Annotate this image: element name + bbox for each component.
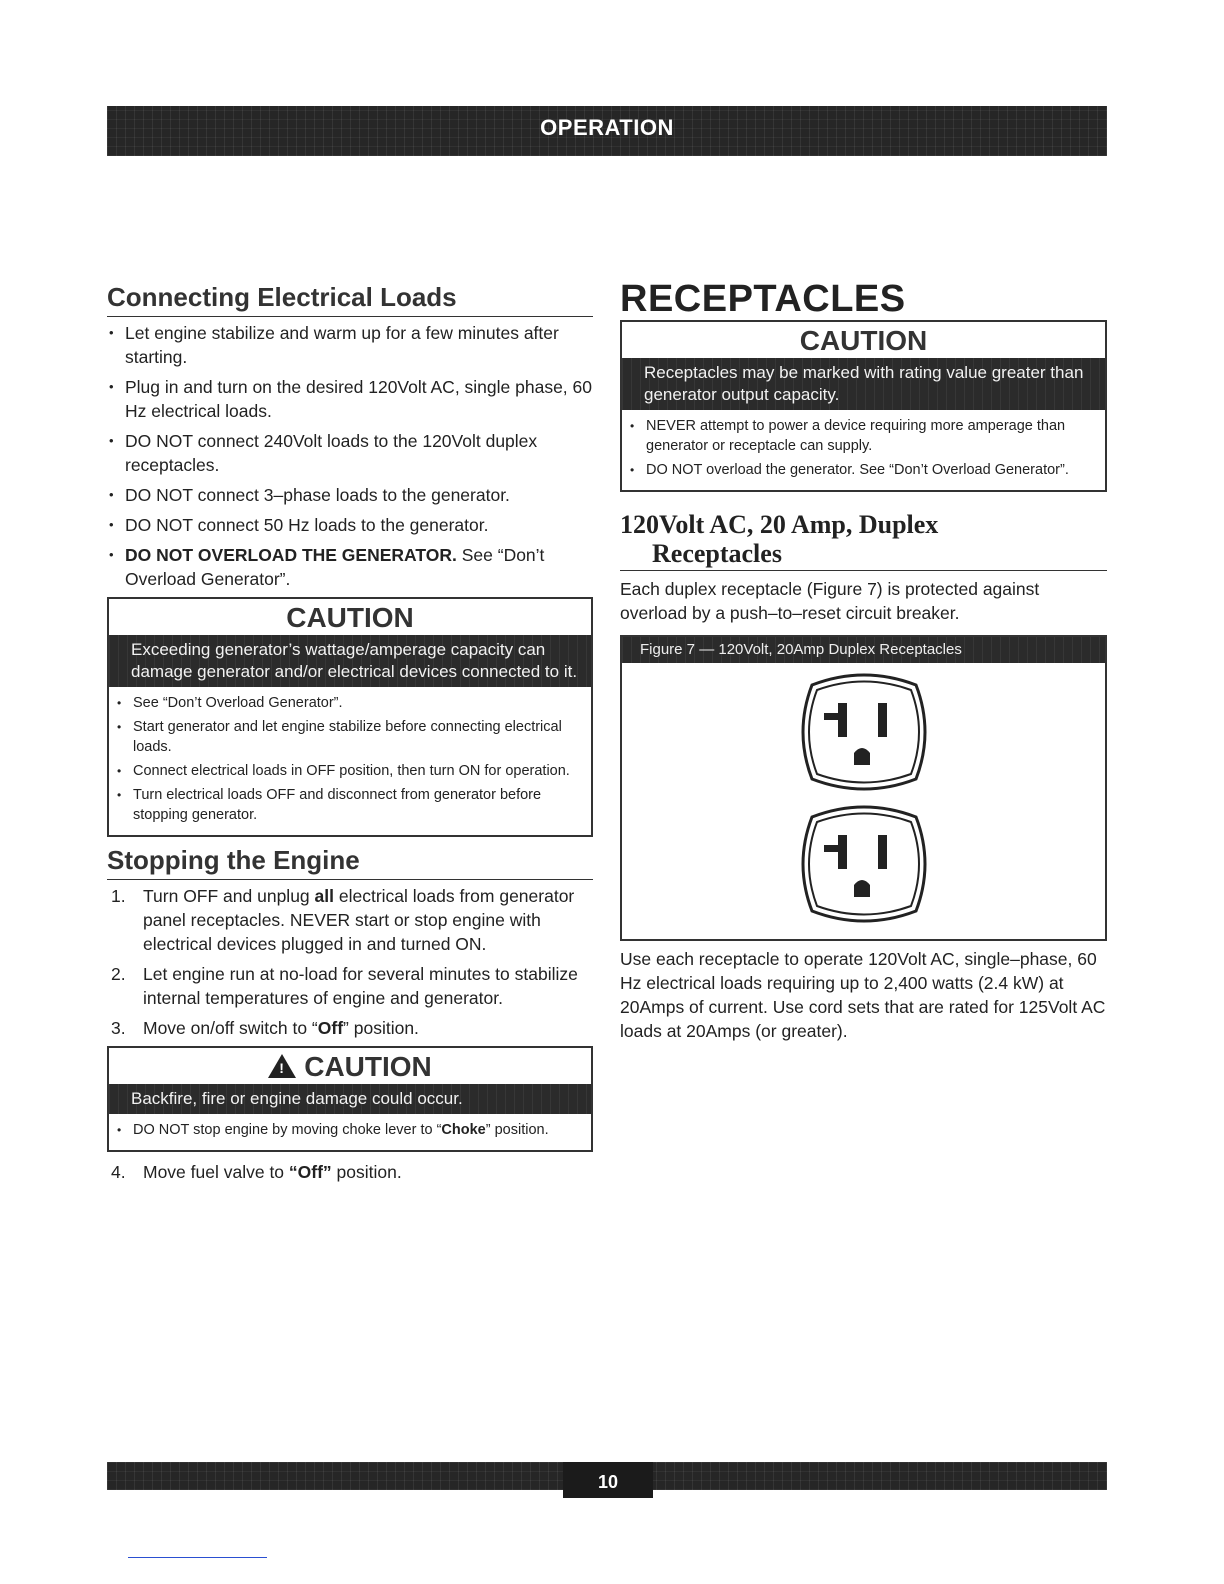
header-title: OPERATION [540, 115, 674, 140]
right-column [620, 278, 1107, 1043]
step-text: ” position. [343, 1018, 419, 1038]
duplex-heading [620, 510, 1107, 571]
caution-box-receptacles [620, 320, 1107, 492]
list-item: • Connect electrical loads in OFF position, then turn ON for operation. [109, 761, 581, 781]
caution-emphasis: Choke [441, 1122, 486, 1138]
list-item: • DO NOT connect 240Volt loads to the 120Volt duplex receptacles. [107, 429, 593, 477]
caution-message: Receptacles may be marked with rating value greater than generator output capacity. [622, 358, 1105, 410]
list-item [107, 543, 593, 591]
list-item: • DO NOT connect 50 Hz loads to the generator. [107, 513, 593, 537]
stopping-engine-heading: Stopping the Engine [107, 843, 593, 880]
caution-text: ” position. [485, 1122, 549, 1138]
list-item: • See “Don’t Overload Generator”. [109, 693, 581, 713]
step-text: position. [331, 1162, 402, 1182]
warning-triangle-icon [268, 1054, 296, 1078]
figure-7 [620, 635, 1107, 941]
header-bar [107, 106, 1107, 156]
caution-heading: CAUTION [304, 1051, 432, 1082]
list-item: • Plug in and turn on the desired 120Volt AC, single phase, 60 Hz electrical loads. [107, 375, 593, 423]
left-column [107, 280, 593, 1190]
step-text: Let engine run at no-load for several minutes to stabilize internal temperatures of engine and generator. [143, 964, 578, 1008]
figure-caption: Figure 7 — 120Volt, 20Amp Duplex Receptacles [622, 637, 1105, 663]
caution-list [622, 410, 1105, 490]
step-text: Move fuel valve to [143, 1162, 289, 1182]
caution-list [109, 1114, 591, 1150]
caution-list [109, 687, 591, 835]
list-item [107, 884, 593, 956]
caution-box-backfire [107, 1046, 593, 1152]
caution-heading-row [109, 1048, 591, 1084]
list-item: • Start generator and let engine stabilize before connecting electrical loads. [109, 717, 581, 757]
connecting-loads-list [107, 321, 593, 591]
step-number: 3. [111, 1018, 126, 1038]
list-item [107, 962, 593, 1010]
step-number: 4. [111, 1162, 126, 1182]
overload-reference: See “Don’t Overload Generator”. [125, 545, 545, 589]
step-text: Move on/off switch to “ [143, 1018, 318, 1038]
list-item [107, 1160, 593, 1184]
list-item: • DO NOT connect 3–phase loads to the generator. [107, 483, 593, 507]
list-item [107, 1016, 593, 1040]
overload-warning: DO NOT OVERLOAD THE GENERATOR. [125, 545, 457, 565]
list-item: • Turn electrical loads OFF and disconnect from generator before stopping generator. [109, 785, 581, 825]
caution-box-overload [107, 597, 593, 837]
list-item: • NEVER attempt to power a device requiring more amperage than generator or receptacle can supply. [622, 416, 1095, 456]
caution-heading: CAUTION [799, 325, 928, 356]
list-item [109, 1120, 581, 1140]
page-number: 10 [563, 1462, 653, 1498]
caution-text: DO NOT stop engine by moving choke lever to “ [133, 1122, 442, 1138]
receptacle-outlet-icon [792, 673, 936, 791]
connecting-loads-heading: Connecting Electrical Loads [107, 280, 593, 317]
footer-link-underline [128, 1557, 267, 1558]
caution-message: Backfire, fire or engine damage could occur. [109, 1084, 591, 1114]
receptacle-outlet-icon [792, 805, 936, 923]
stopping-steps-continued [107, 1160, 593, 1184]
receptacles-heading: RECEPTACLES [620, 278, 906, 320]
duplex-body: Use each receptacle to operate 120Volt AC, single–phase, 60 Hz electrical loads requiring up to 2,400 watts (2.4 kW) at 20Amps of current. Use cord sets that are rated for 125Volt AC loads at 20Amps (or greater). [620, 949, 1106, 1041]
step-emphasis: Off [317, 1018, 344, 1038]
step-number: 2. [111, 964, 126, 984]
step-emphasis: “Off” [288, 1162, 332, 1182]
list-item: • Let engine stabilize and warm up for a few minutes after starting. [107, 321, 593, 369]
caution-message: Exceeding generator’s wattage/amperage capacity can damage generator and/or electrical devices connected to it. [109, 635, 591, 687]
duplex-heading-line1: 120Volt AC, 20 Amp, Duplex [620, 510, 939, 539]
step-emphasis: all [314, 886, 334, 906]
step-number: 1. [111, 886, 126, 906]
duplex-heading-line2: Receptacles [652, 539, 782, 568]
caution-heading: CAUTION [286, 602, 414, 633]
step-text: Turn OFF and unplug [143, 886, 315, 906]
step-text: electrical loads from generator panel receptacles. NEVER start or stop engine with electrical devices plugged in and turned ON. [143, 886, 575, 954]
duplex-intro: Each duplex receptacle (Figure 7) is protected against overload by a push–to–reset circuit breaker. [620, 579, 1040, 623]
stopping-steps [107, 884, 593, 1040]
list-item: • DO NOT overload the generator. See “Don’t Overload Generator”. [622, 460, 1095, 480]
